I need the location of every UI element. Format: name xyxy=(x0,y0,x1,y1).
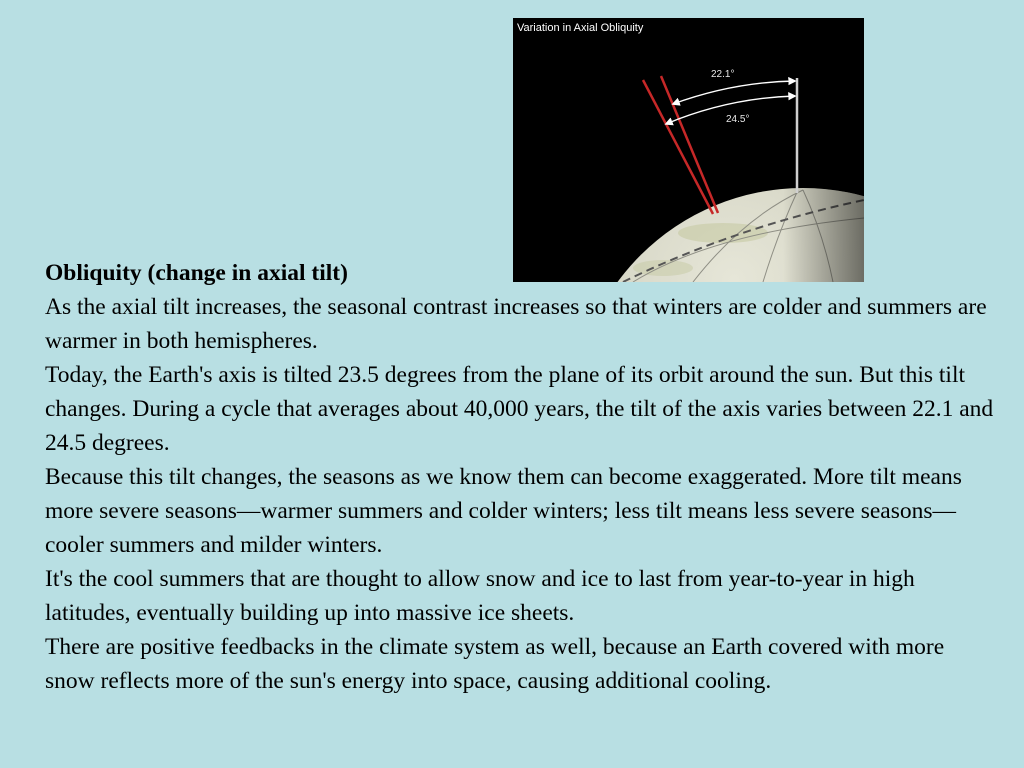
paragraph-3: Because this tilt changes, the seasons as we know them can become exaggerated. More tilt means more severe seasons—warmer summers and colder winters; less tilt means less severe seasons—cooler summers and milder winters. xyxy=(45,464,962,558)
axis-tilt-24-line xyxy=(661,76,718,213)
paragraph-1: As the axial tilt increases, the seasonal contrast increases so that winters are colder and summers are warmer in both hemispheres. xyxy=(45,294,987,354)
angle-label-large: 24.5° xyxy=(726,114,750,125)
angle-label-small: 22.1° xyxy=(711,69,735,80)
angle-arc-22 xyxy=(673,81,795,104)
slide-text xyxy=(45,256,995,698)
slide-heading: Obliquity (change in axial tilt) xyxy=(45,260,348,286)
axial-obliquity-figure xyxy=(513,18,864,282)
axis-tilt-22-line xyxy=(643,80,713,214)
paragraph-4: It's the cool summers that are thought to allow snow and ice to last from year-to-year in high latitudes, eventually building up into massive ice sheets. xyxy=(45,566,915,626)
paragraph-2: Today, the Earth's axis is tilted 23.5 degrees from the plane of its orbit around the sun. But this tilt changes. During a cycle that averages about 40,000 years, the tilt of the axis varies between 22.1 and 24.5 degrees. xyxy=(45,362,994,456)
figure-title: Variation in Axial Obliquity xyxy=(517,22,644,34)
paragraph-5: There are positive feedbacks in the climate system as well, because an Earth covered with more snow reflects more of the sun's energy into space, causing additional cooling. xyxy=(45,634,945,694)
axial-obliquity-diagram xyxy=(513,18,864,282)
